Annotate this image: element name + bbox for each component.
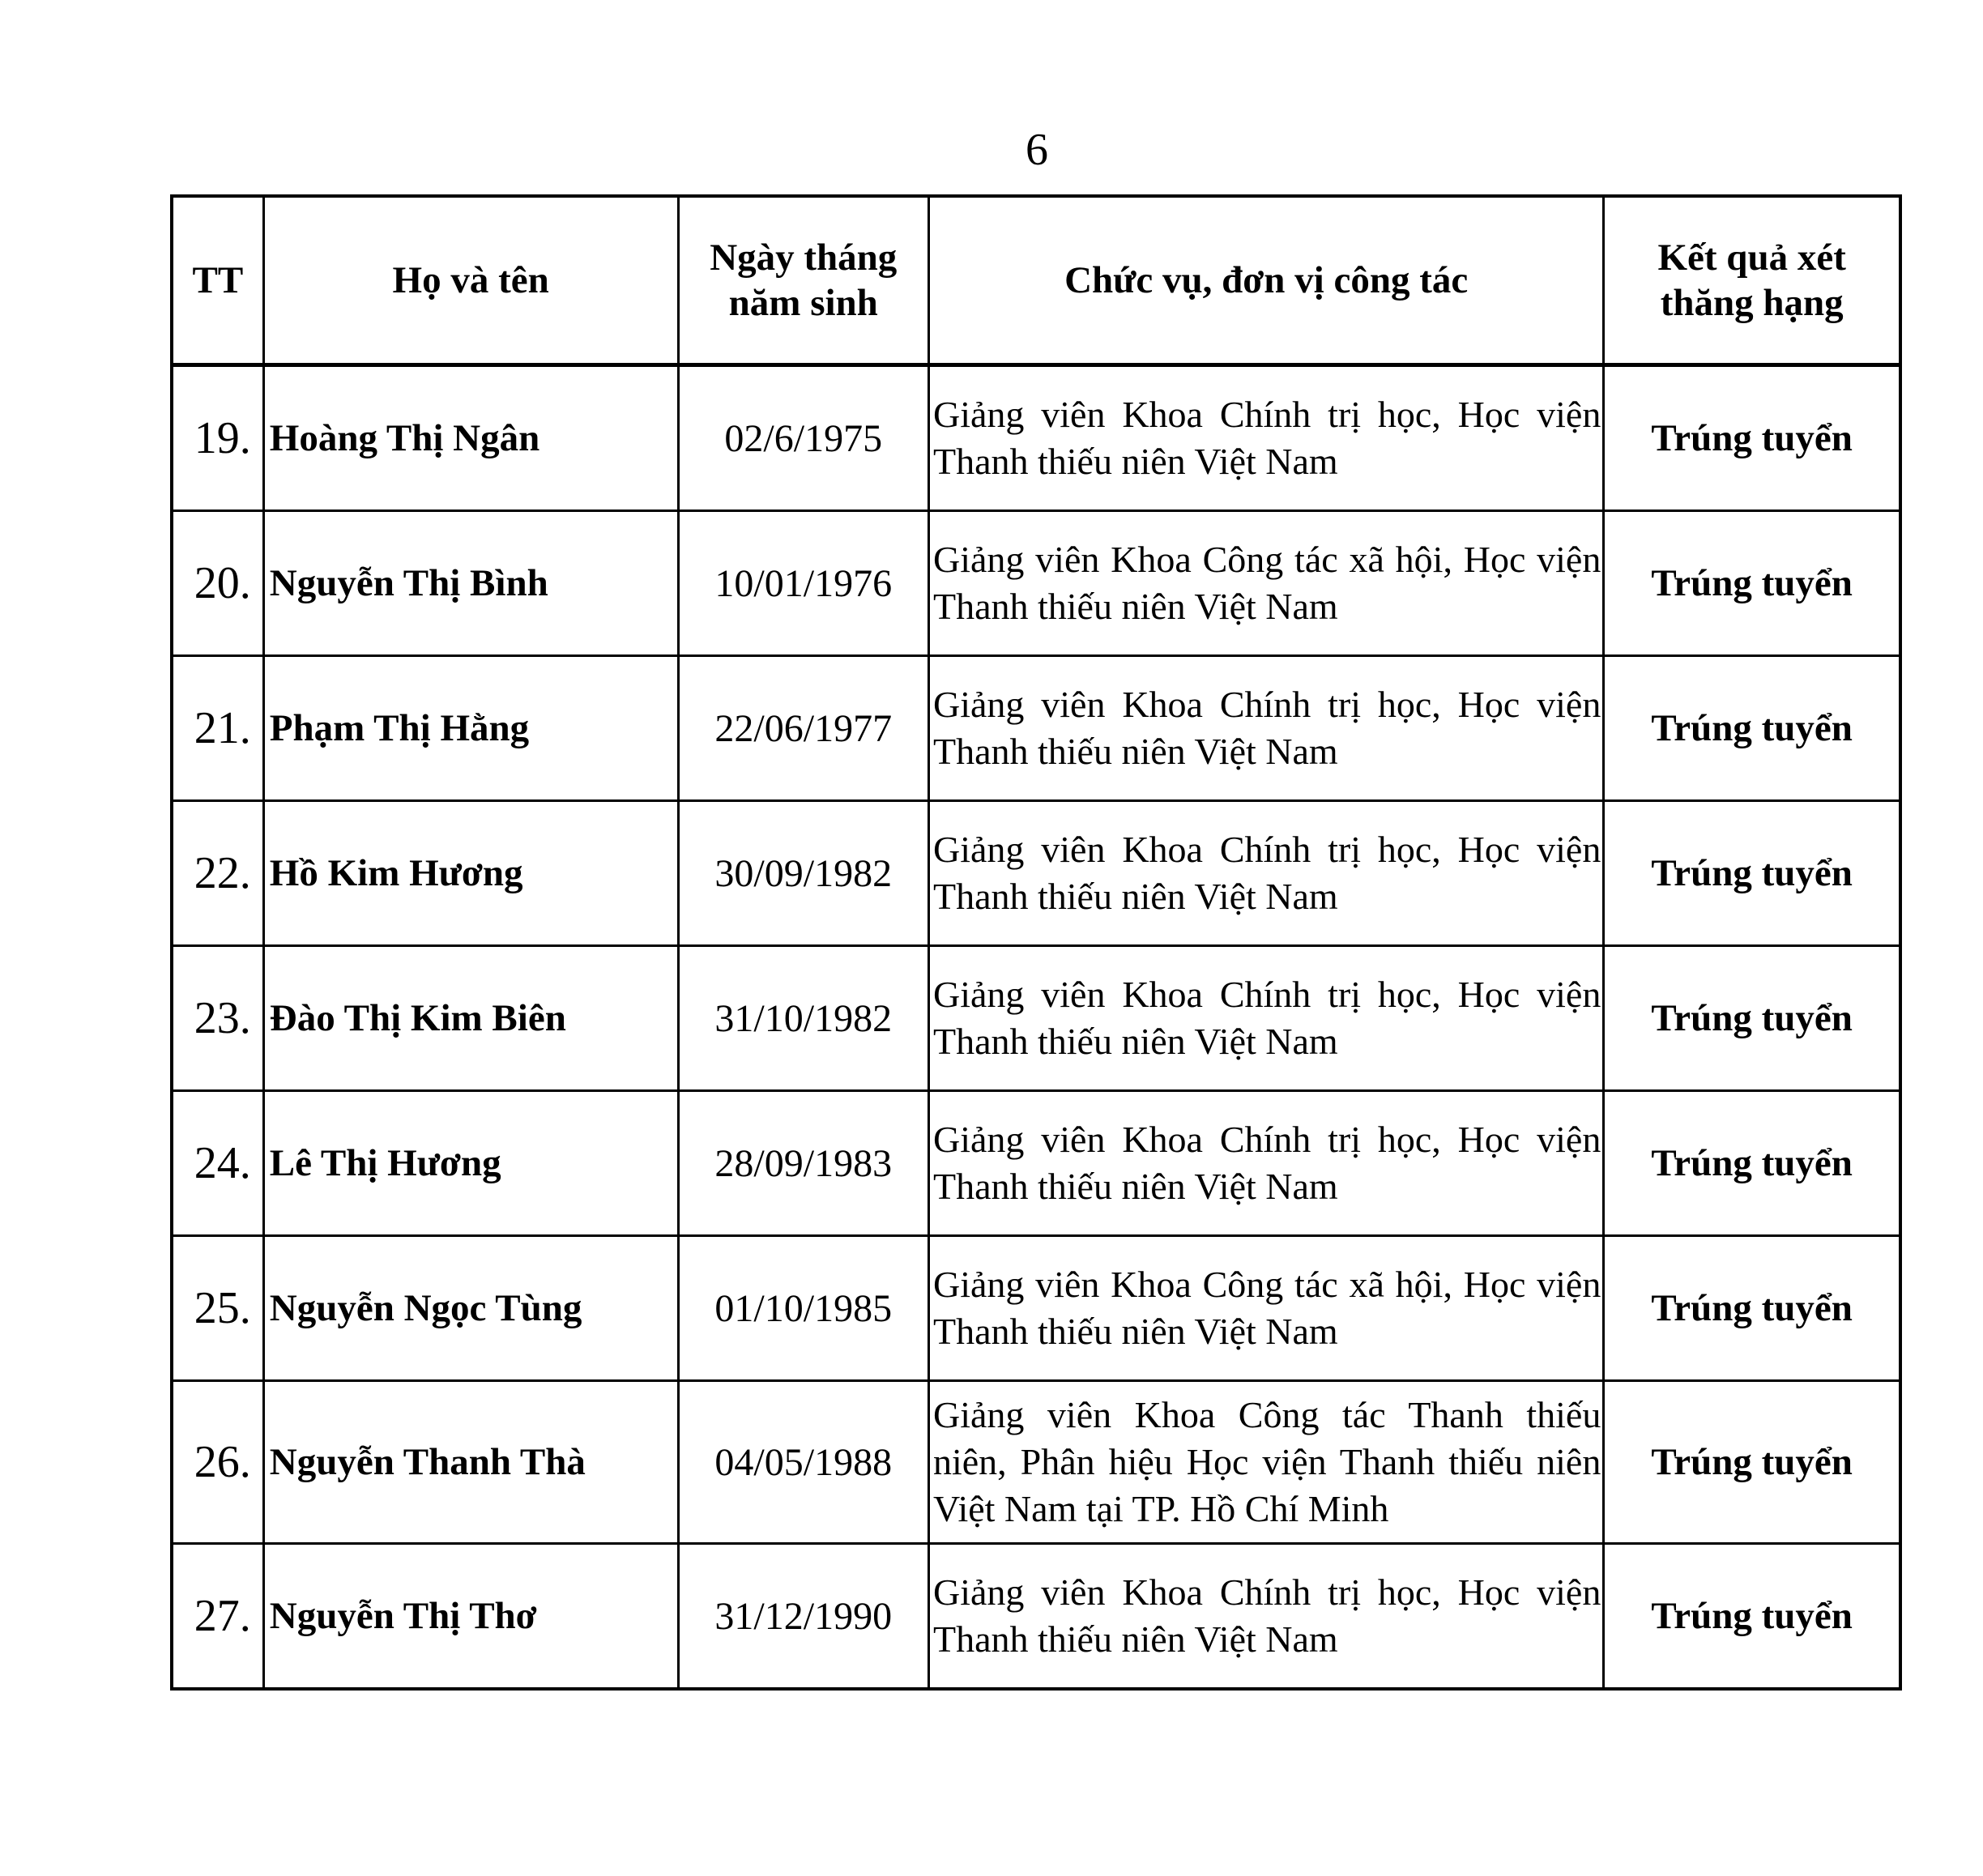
row-tt: 19.	[172, 365, 263, 511]
row-name: Hoàng Thị Ngân	[263, 365, 678, 511]
row-dob: 30/09/1982	[678, 801, 928, 946]
row-tt: 22.	[172, 801, 263, 946]
table-row	[172, 365, 1900, 511]
row-unit: Giảng viên Khoa Chính trị học, Học viện Thanh thiếu niên Việt Nam	[928, 1091, 1603, 1236]
row-unit: Giảng viên Khoa Chính trị học, Học viện Thanh thiếu niên Việt Nam	[928, 801, 1603, 946]
row-result: Trúng tuyển	[1604, 1091, 1900, 1236]
table-body	[172, 365, 1900, 1690]
row-tt: 27.	[172, 1544, 263, 1690]
row-result: Trúng tuyển	[1604, 946, 1900, 1091]
row-name: Nguyễn Ngọc Tùng	[263, 1236, 678, 1381]
row-unit: Giảng viên Khoa Chính trị học, Học viện Thanh thiếu niên Việt Nam	[928, 1544, 1603, 1690]
row-unit: Giảng viên Khoa Công tác xã hội, Học viện Thanh thiếu niên Việt Nam	[928, 511, 1603, 656]
row-unit: Giảng viên Khoa Công tác Thanh thiếu niên, Phân hiệu Học viện Thanh thiếu niên Việt Nam tại TP. Hồ Chí Minh	[928, 1381, 1603, 1544]
row-dob: 31/12/1990	[678, 1544, 928, 1690]
header-dob-line1: Ngày tháng	[710, 237, 898, 279]
header-row	[172, 196, 1900, 365]
table-row	[172, 656, 1900, 801]
results-table	[170, 194, 1902, 1691]
row-result: Trúng tuyển	[1604, 656, 1900, 801]
page-number: 6	[1026, 125, 1048, 175]
header-result-line1: Kết quả xét	[1657, 237, 1846, 279]
row-result: Trúng tuyển	[1604, 1544, 1900, 1690]
row-dob: 22/06/1977	[678, 656, 928, 801]
header-result	[1604, 196, 1900, 365]
table-row	[172, 1091, 1900, 1236]
row-result: Trúng tuyển	[1604, 365, 1900, 511]
row-name: Nguyễn Thanh Thà	[263, 1381, 678, 1544]
table-row	[172, 1544, 1900, 1690]
row-dob: 10/01/1976	[678, 511, 928, 656]
table-row	[172, 511, 1900, 656]
row-name: Nguyễn Thị Bình	[263, 511, 678, 656]
row-name: Phạm Thị Hằng	[263, 656, 678, 801]
header-dob-line2: năm sinh	[728, 282, 878, 324]
row-unit: Giảng viên Khoa Công tác xã hội, Học viện Thanh thiếu niên Việt Nam	[928, 1236, 1603, 1381]
row-result: Trúng tuyển	[1604, 1236, 1900, 1381]
row-dob: 28/09/1983	[678, 1091, 928, 1236]
row-tt: 23.	[172, 946, 263, 1091]
row-name: Nguyễn Thị Thơ	[263, 1544, 678, 1690]
row-name: Hồ Kim Hương	[263, 801, 678, 946]
header-tt: TT	[172, 196, 263, 365]
row-name: Đào Thị Kim Biên	[263, 946, 678, 1091]
row-dob: 31/10/1982	[678, 946, 928, 1091]
table-row	[172, 1381, 1900, 1544]
row-dob: 02/6/1975	[678, 365, 928, 511]
table-header	[172, 196, 1900, 365]
row-result: Trúng tuyển	[1604, 511, 1900, 656]
row-unit: Giảng viên Khoa Chính trị học, Học viện Thanh thiếu niên Việt Nam	[928, 656, 1603, 801]
table-row	[172, 801, 1900, 946]
row-unit: Giảng viên Khoa Chính trị học, Học viện Thanh thiếu niên Việt Nam	[928, 946, 1603, 1091]
row-tt: 26.	[172, 1381, 263, 1544]
row-tt: 24.	[172, 1091, 263, 1236]
row-unit: Giảng viên Khoa Chính trị học, Học viện Thanh thiếu niên Việt Nam	[928, 365, 1603, 511]
row-dob: 04/05/1988	[678, 1381, 928, 1544]
header-result-line2: thăng hạng	[1660, 282, 1844, 324]
table-row	[172, 946, 1900, 1091]
row-name: Lê Thị Hương	[263, 1091, 678, 1236]
row-tt: 25.	[172, 1236, 263, 1381]
header-dob	[678, 196, 928, 365]
row-tt: 21.	[172, 656, 263, 801]
table-row	[172, 1236, 1900, 1381]
row-result: Trúng tuyển	[1604, 801, 1900, 946]
header-unit: Chức vụ, đơn vị công tác	[928, 196, 1603, 365]
row-result: Trúng tuyển	[1604, 1381, 1900, 1544]
row-tt: 20.	[172, 511, 263, 656]
row-dob: 01/10/1985	[678, 1236, 928, 1381]
header-name: Họ và tên	[263, 196, 678, 365]
